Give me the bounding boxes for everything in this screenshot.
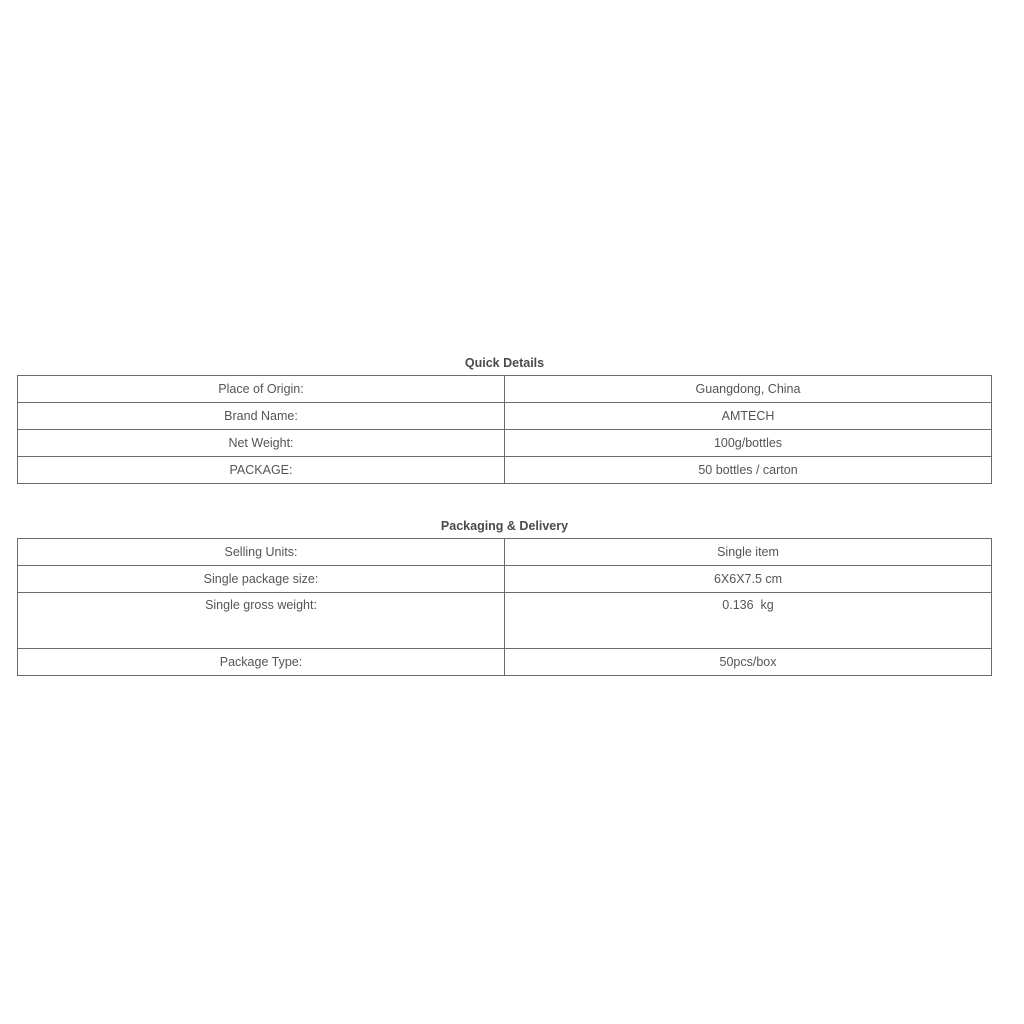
table-row [18,376,992,403]
brand-name-label: Brand Name: [18,403,505,430]
packaging-delivery-table [17,538,992,676]
single-package-size-label: Single package size: [18,566,505,593]
quick-details-section [17,352,992,484]
quick-details-title: Quick Details [464,356,545,370]
net-weight-label: Net Weight: [18,430,505,457]
packaging-delivery-section [17,515,992,676]
package-type-value: 50pcs/box [505,649,992,676]
net-weight-value: 100g/bottles [505,430,992,457]
table-row [18,539,992,566]
quick-details-table [17,375,992,484]
selling-units-value: Single item [505,539,992,566]
table-row [18,403,992,430]
package-type-label: Package Type: [18,649,505,676]
place-of-origin-value: Guangdong, China [505,376,992,403]
selling-units-label: Selling Units: [18,539,505,566]
table-row [18,430,992,457]
package-label: PACKAGE: [18,457,505,484]
package-value: 50 bottles / carton [505,457,992,484]
single-package-size-value: 6X6X7.5 cm [505,566,992,593]
table-row [18,593,992,649]
place-of-origin-label: Place of Origin: [18,376,505,403]
table-row [18,649,992,676]
table-row [18,457,992,484]
single-gross-weight-value: 0.136 kg [505,593,992,649]
brand-name-value: AMTECH [505,403,992,430]
packaging-delivery-title: Packaging & Delivery [440,519,569,533]
single-gross-weight-label: Single gross weight: [18,593,505,649]
table-row [18,566,992,593]
